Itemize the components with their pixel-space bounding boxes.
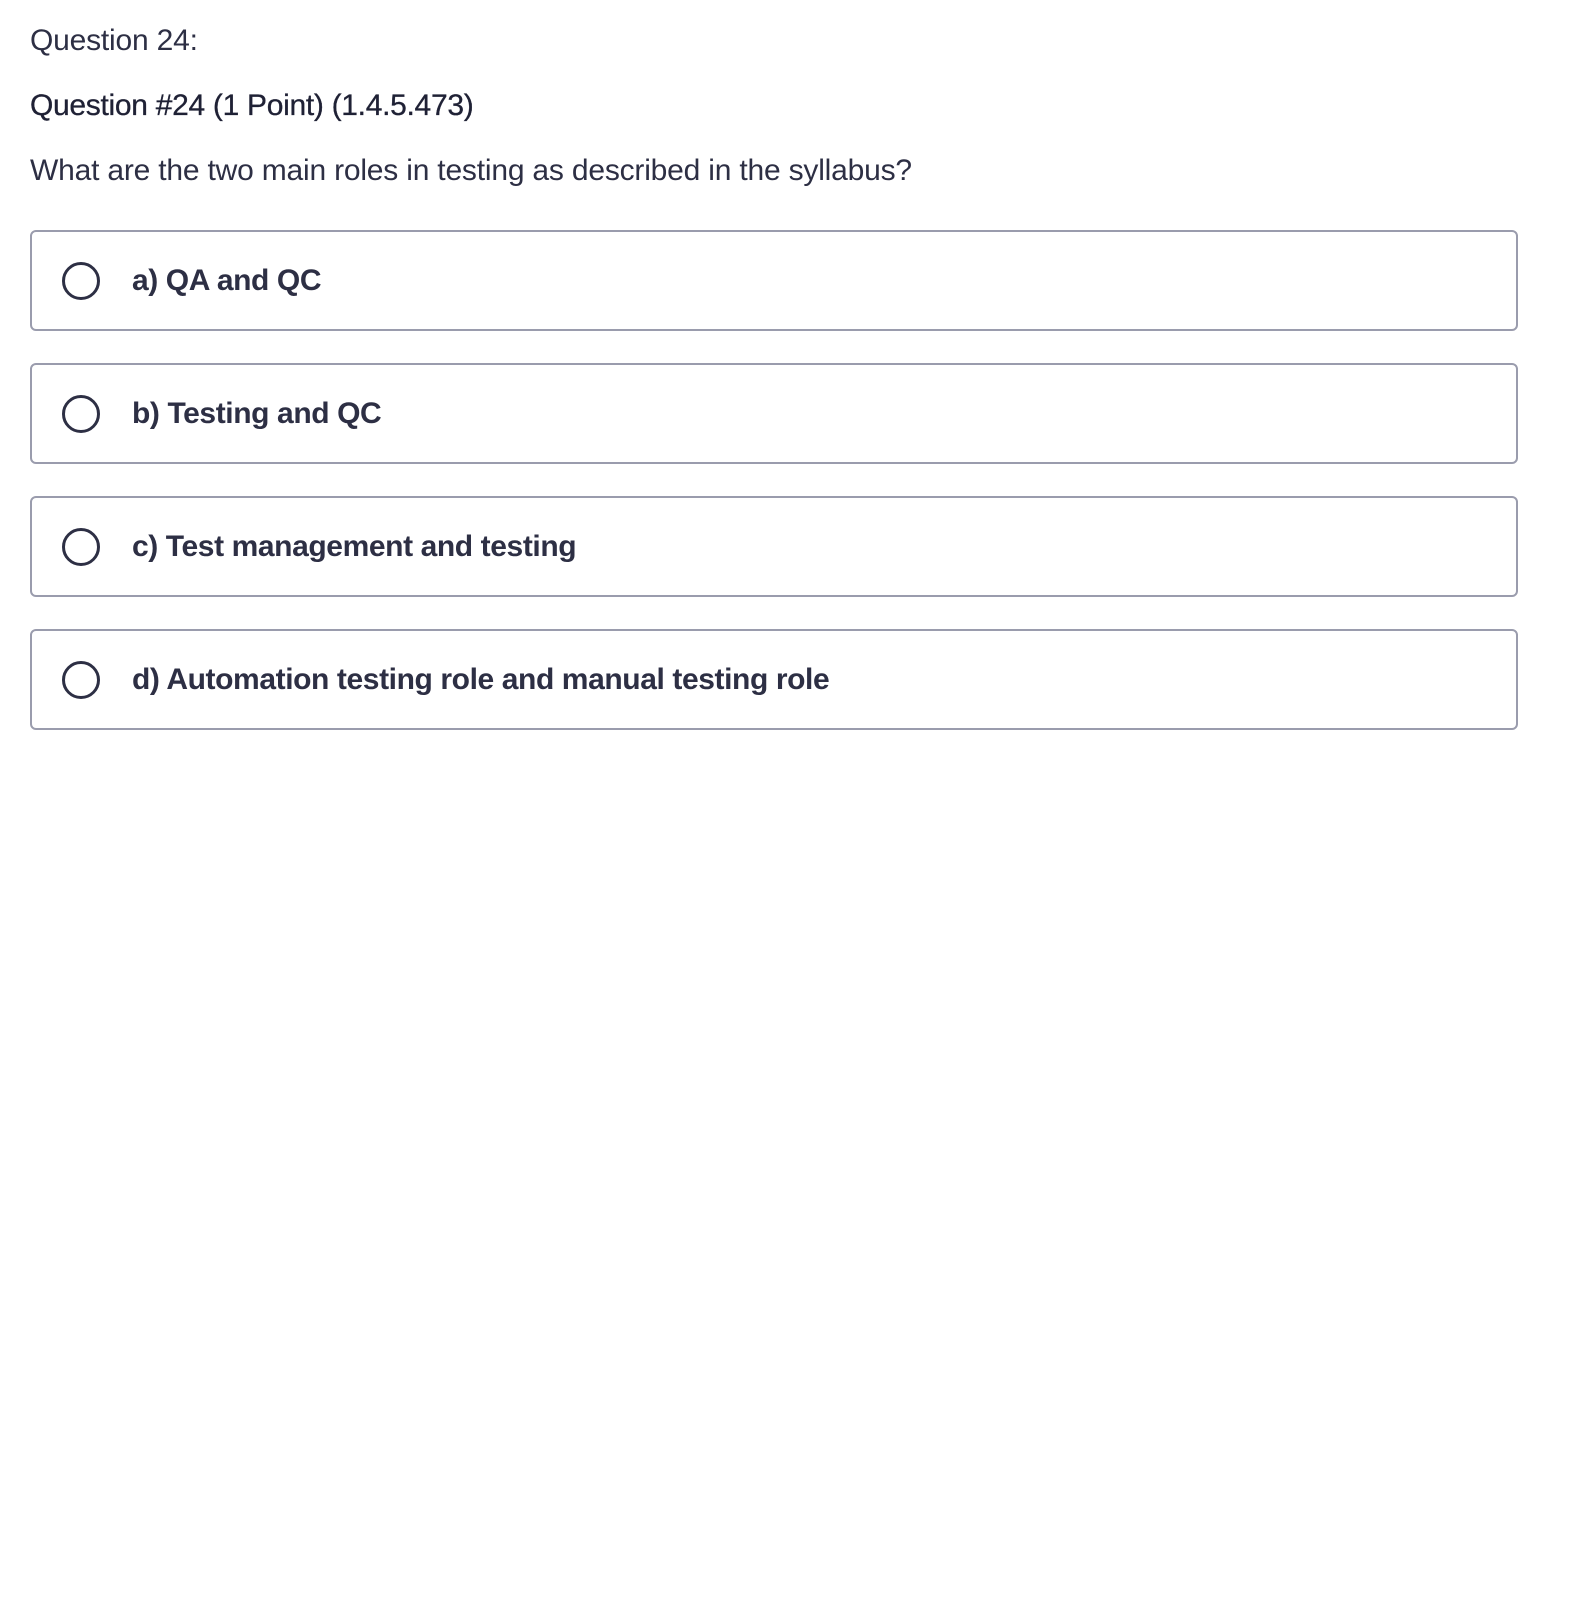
radio-unchecked-icon[interactable] (62, 661, 100, 699)
radio-unchecked-icon[interactable] (62, 395, 100, 433)
answer-option-d[interactable] (30, 629, 1518, 730)
answer-option-c[interactable] (30, 496, 1518, 597)
answer-option-b[interactable] (30, 363, 1518, 464)
question-title: Question #24 (1 Point) (1.4.5.473) (30, 89, 474, 122)
radio-unchecked-icon[interactable] (62, 262, 100, 300)
question-text: What are the two main roles in testing as described in the syllabus? (30, 154, 912, 187)
answer-option-label: d) Automation testing role and manual testing role (132, 662, 830, 696)
answer-option-label: c) Test management and testing (132, 529, 577, 563)
answer-option-label: a) QA and QC (132, 263, 322, 297)
answer-option-a[interactable] (30, 230, 1518, 331)
question-number-label: Question 24: (30, 24, 198, 57)
radio-unchecked-icon[interactable] (62, 528, 100, 566)
answer-options (30, 230, 1518, 762)
answer-option-label: b) Testing and QC (132, 396, 382, 430)
